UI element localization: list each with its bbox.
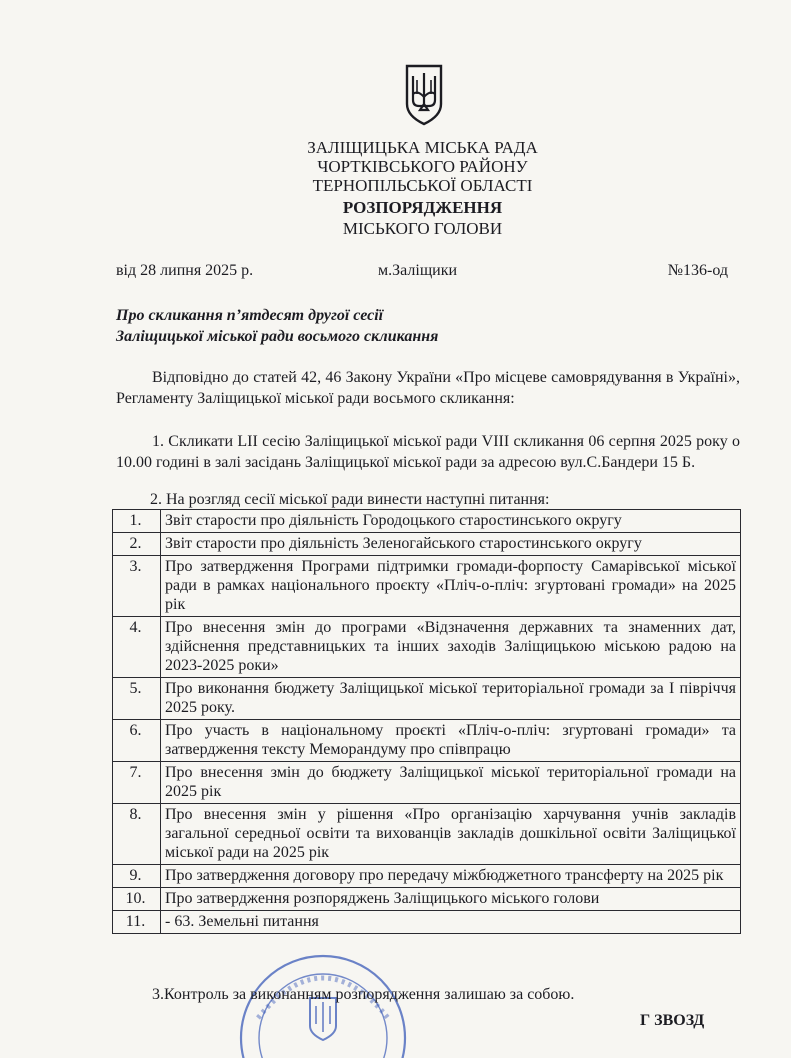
subject-line: Про скликання п’ятдесят другої сесії [116,307,384,324]
district-name: ЧОРТКІВСЬКОГО РАЙОНУ [317,157,528,176]
agenda-item-number: 10. [113,888,161,911]
agenda-item-number: 11. [113,911,161,934]
agenda-row [113,678,741,720]
control-clause: 3.Контроль за виконанням розпорядження залишаю за собою. [152,986,575,1003]
point-2-paragraph [116,489,740,510]
point-1-paragraph [116,431,740,473]
agenda-item-text: Про затвердження договору про передачу міжбюджетного трансферту на 2025 рік [161,865,741,888]
agenda-row [113,911,741,934]
agenda-item-number: 4. [113,617,161,678]
trident-emblem-icon [404,64,444,126]
document-date: від 28 липня 2025 р. [116,262,254,279]
date-row [116,262,728,282]
agenda-row [113,804,741,865]
document-type: РОЗПОРЯДЖЕННЯ [342,198,503,217]
agenda-row [113,510,741,533]
council-name: ЗАЛІЩИЦЬКА МІСЬКА РАДА [307,138,538,157]
agenda-item-number: 8. [113,804,161,865]
document-place: м.Заліщики [378,262,458,279]
agenda-item-number: 9. [113,865,161,888]
agenda-item-number: 7. [113,762,161,804]
region-name: ТЕРНОПІЛЬСЬКОЇ ОБЛАСТІ [312,176,533,195]
subject-line: Заліщицької міської ради восьмого скликання [116,328,439,345]
intro-text: Відповідно до статей 42, 46 Закону України «Про місцеве самоврядування в Україні», Регламенту Заліщицької міської ради восьмого скликання: [116,369,740,407]
agenda-row [113,617,741,678]
signature-name-fragment: Г ЗВОЗД [640,1012,705,1029]
document-number: №136-од [667,262,728,279]
agenda-item-text: Про внесення змін до бюджету Заліщицької міської територіальної громади на 2025 рік [161,762,741,804]
agenda-row [113,762,741,804]
agenda-item-number: 2. [113,533,161,556]
agenda-row [113,533,741,556]
agenda-item-number: 5. [113,678,161,720]
intro-paragraph [116,367,740,409]
agenda-item-text: Звіт старости про діяльність Зеленогайського старостинського округу [161,533,741,556]
document-subject [116,305,438,347]
agenda-row [113,720,741,762]
agenda-row [113,888,741,911]
point-1-text: 1. Скликати LII сесію Заліщицької міської ради VIII скликання 06 серпня 2025 року о 10.00 годині в залі засідань Заліщицької міської ради за адресою вул.С.Бандери 15 Б. [116,433,740,471]
agenda-item-number: 1. [113,510,161,533]
point-2-text: 2. На розгляд сесії міської ради винести наступні питання: [150,491,550,508]
issuer: МІСЬКОГО ГОЛОВИ [342,219,503,238]
agenda-item-text: Про затвердження Програми підтримки громади-форпосту Самарівської міської ради в рамках національного проєкту «Пліч-о-пліч: згуртовані громади» на 2025 рік [161,556,741,617]
agenda-table [112,509,741,934]
agenda-item-text: Про виконання бюджету Заліщицької міської територіальної громади за І півріччя 2025 року. [161,678,741,720]
agenda-item-text: Про внесення змін до програми «Відзначення державних та знаменних дат, здійснення представницьких та інших заходів Заліщицькою міською радою на 2023-2025 роки» [161,617,741,678]
agenda-row [113,865,741,888]
agenda-item-text: Про участь в національному проєкті «Пліч-о-пліч: згуртовані громади» та затвердження тексту Меморандуму про співпрацю [161,720,741,762]
agenda-item-number: 3. [113,556,161,617]
agenda-item-text: Звіт старости про діяльність Городоцького старостинського округу [161,510,741,533]
agenda-item-text: Про затвердження розпоряджень Заліщицького міського голови [161,888,741,911]
agenda-item-text: - 63. Земельні питання [161,911,741,934]
agenda-row [113,556,741,617]
agenda-item-text: Про внесення змін у рішення «Про організацію харчування учнів закладів загальної середньої освіти та вихованців закладів дошкільної освіти Заліщицької міської ради на 2025 рік [161,804,741,865]
agenda-item-number: 6. [113,720,161,762]
